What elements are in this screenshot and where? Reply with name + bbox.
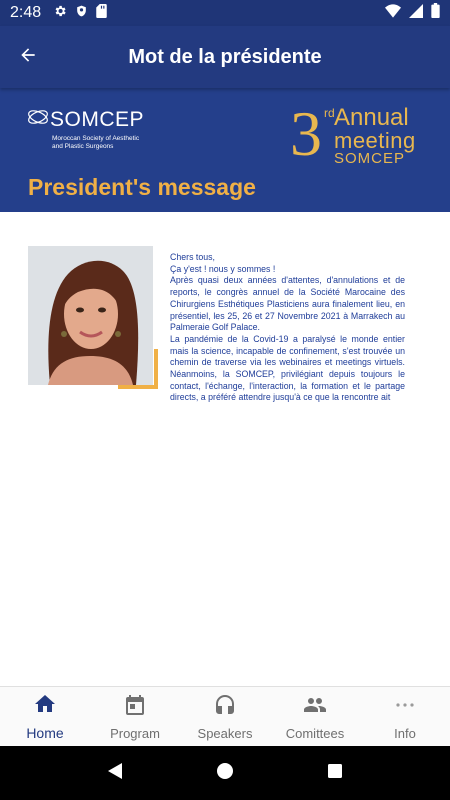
signal-icon: [409, 4, 423, 23]
logo-subtitle: Moroccan Society of Aesthetic and Plastic Surgeons: [52, 135, 140, 150]
nav-label: Info: [394, 725, 416, 741]
system-home-button[interactable]: [205, 753, 245, 793]
nav-label: Comittees: [285, 725, 345, 741]
bottom-navigation: [0, 686, 450, 746]
nav-item-info[interactable]: [360, 687, 450, 746]
page-title: Mot de la présidente: [128, 45, 322, 68]
meeting-annual: Annual: [334, 104, 409, 131]
back-triangle-icon: [106, 762, 124, 785]
letter-paragraph: Ça y'est ! nous y sommes !: [170, 263, 276, 274]
home-icon: [33, 692, 57, 721]
somcep-logo: [26, 106, 144, 151]
nav-item-home[interactable]: [0, 687, 90, 746]
president-letter: [170, 252, 405, 415]
somcep-logo-icon: [26, 106, 50, 134]
arrow-left-icon: [18, 45, 38, 70]
content-area: [0, 212, 450, 686]
president-banner: [0, 88, 450, 212]
shield-icon: [75, 4, 88, 23]
system-navigation-bar: [0, 746, 450, 800]
nav-label: Home: [26, 725, 64, 741]
app-bar: [0, 26, 450, 88]
more-horiz-icon: [393, 693, 417, 722]
gear-icon: [53, 4, 67, 23]
logo-name: SOMCEP: [50, 108, 145, 131]
system-back-button[interactable]: [95, 753, 135, 793]
banner-heading: President's message: [28, 174, 256, 200]
letter-paragraph: Chers tous,: [170, 252, 215, 262]
nav-item-speakers[interactable]: [180, 687, 270, 746]
back-button[interactable]: [0, 26, 56, 88]
meeting-word: meeting: [334, 128, 416, 153]
status-time: 2:48: [10, 4, 42, 21]
president-photo: [28, 246, 153, 385]
battery-icon: [431, 3, 440, 23]
sd-card-icon: [96, 4, 107, 23]
wifi-icon: [385, 4, 401, 23]
calendar-icon: [123, 693, 147, 722]
president-photo-frame: [28, 246, 158, 389]
nav-item-comittees[interactable]: [270, 687, 360, 746]
recents-square-icon: [327, 763, 343, 784]
nav-label: Speakers: [197, 725, 253, 741]
meeting-suffix: rd: [324, 106, 335, 120]
meeting-number: 3: [290, 98, 322, 169]
people-icon: [303, 693, 327, 722]
letter-paragraph: La pandémie de la Covid-19 a paralysé le monde entier mais la science, incapable de confinement, s'est trouvée un chemin de traverse via les webinaires et meetings virtuels. Néanmoins, la SOMCEP, privilégiant depuis toujours le contact, l'échange, l'interaction, la formation et le partage directs, a préféré attendre jusqu'à ce que la rencontre ait: [170, 333, 405, 403]
system-recents-button[interactable]: [315, 753, 355, 793]
nav-label: Program: [110, 725, 160, 741]
nav-item-program[interactable]: [90, 687, 180, 746]
letter-paragraph: Après quasi deux années d'attentes, d'annulations et de reports, le congrès annuel de la Société Marocaine des Chirurgiens Esthétiques Plasticiens aura finalement lieu, en présentiel, les 25, 26 et 27 Novembre 2021 à Marrakech au Palmeraie Golf Palace.: [170, 275, 405, 333]
meeting-org: SOMCEP: [334, 150, 406, 167]
status-bar: [0, 0, 450, 26]
annual-meeting-logo: [290, 98, 440, 169]
home-circle-icon: [216, 762, 234, 785]
headphones-icon: [213, 693, 237, 722]
